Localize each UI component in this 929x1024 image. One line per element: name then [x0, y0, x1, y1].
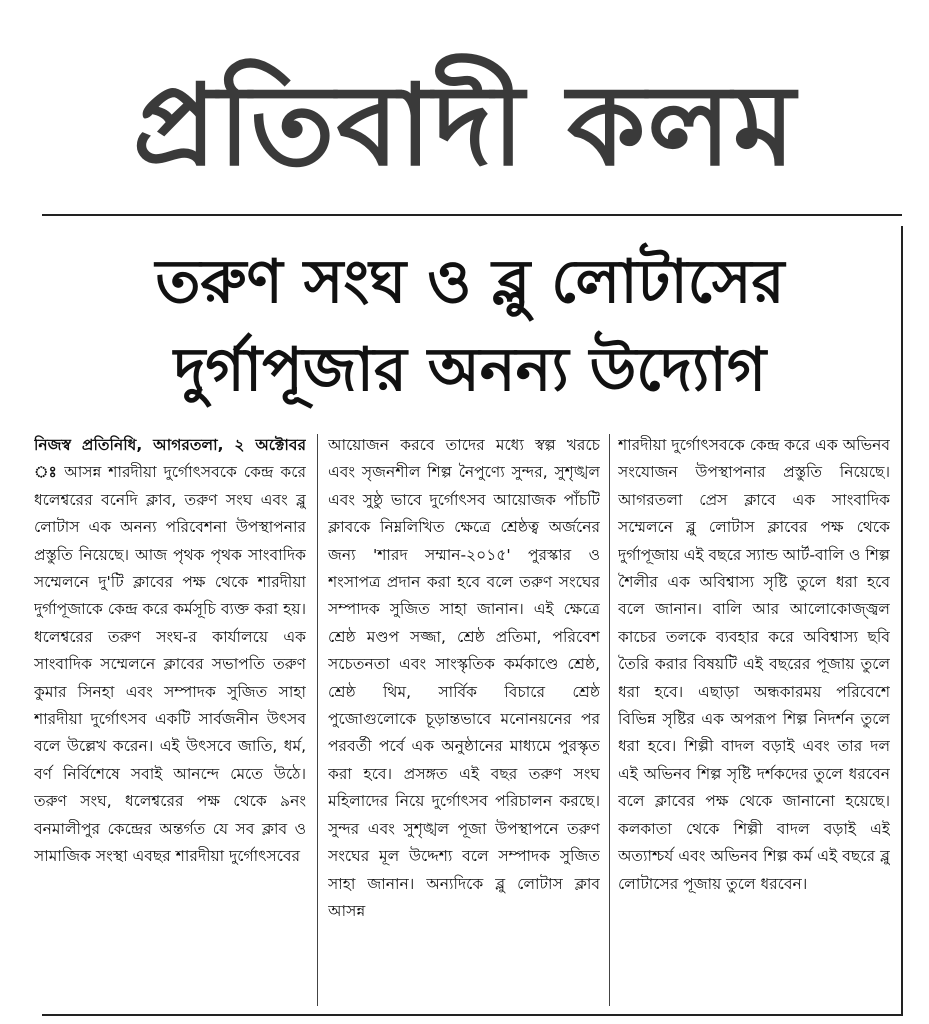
column-3-text: শারদীয়া দুর্গোৎসবকে কেন্দ্র করে এক অভিনব সংযোজন উপস্থাপনার প্রস্তুতি নিয়েছে। আগরতলা প্রেস ক্লাবে এক সাংবাদিক সম্মেলনে ব্লু লোটাস ক্লাবের পক্ষ থেকে দুর্গাপূজায় এই বছরে স্যান্ড আর্ট-বালি ও শিল্প শৈলীর এক অবিশ্বাস্য সৃষ্টি তুলে ধরা হবে বলে জানান। বালি আর আলোকোজ্জ্বল কাচের তলকে ব্যবহার করে অবিশ্বাস্য ছবি তৈরি করার বিষয়টি এই বছরের পূজায় তুলে ধরা হবে। এছাড়া অন্ধকারময় পরিবেশে বিভিন্ন সৃষ্টির এক অপরূপ শিল্প নিদর্শন তুলে ধরা হবে। শিল্পী বাদল বড়াই এবং তার দল এই অভিনব শিল্প সৃষ্টি দর্শকদের তুলে ধরবেন বলে ক্লাবের পক্ষ থেকে জানানো হয়েছে। কলকাতা থেকে শিল্পী বাদল বড়াই এই অত্যাশ্চর্য এবং অভিনব শিল্প কর্ম এই বছরে ব্লু লোটাসের পূজায় তুলে ধরবেন। — [618, 436, 890, 893]
column-divider-2 — [609, 434, 610, 1006]
bottom-divider — [42, 1014, 902, 1016]
column-2-text: আয়োজন করবে তাদের মধ্যে স্বল্প খরচে এবং সৃজনশীল শিল্প নৈপুণ্যে সুন্দর, সুশৃঙ্খল এবং সুষ্ঠু ভাবে দুর্গোৎসব আয়োজক পাঁচটি ক্লাবকে নিম্নলিখিত ক্ষেত্রে শ্রেষ্ঠত্ব অর্জনের জন্য 'শারদ সম্মান-২০১৫' পুরস্কার ও শংসাপত্র প্রদান করা হবে বলে তরুণ সংঘের সম্পাদক সুজিত সাহা জানান। এই ক্ষেত্রে শ্রেষ্ঠ মণ্ডপ সজ্জা, শ্রেষ্ঠ প্রতিমা, পরিবেশ সচেতনতা এবং সাংস্কৃতিক কর্মকাণ্ডে শ্রেষ্ঠ, শ্রেষ্ঠ থিম, সার্বিক বিচারে শ্রেষ্ঠ পুজোগুলোকে চূড়ান্তভাবে মনোনয়নের পর পরবর্তী পর্বে এক অনুষ্ঠানের মাধ্যমে পুরস্কৃত করা হবে। প্রসঙ্গত এই বছর তরুণ সংঘ মহিলাদের নিয়ে দুর্গোৎসব পরিচালন করছে। সুন্দর এবং সুশৃঙ্খল পূজা উপস্থাপনে তরুণ সংঘের মূল উদ্দেশ্য বলে সম্পাদক সুজিত সাহা জানান। অন্যদিকে ব্লু লোটাস ক্লাব আসন্ন — [328, 436, 600, 920]
top-divider — [42, 214, 902, 216]
article-column-2 — [328, 432, 600, 1012]
column-1-text: আসন্ন শারদীয়া দুর্গোৎসবকে কেন্দ্র করে ধলেশ্বরের বনেদি ক্লাব, তরুণ সংঘ এবং ব্লু লোটাস এক অনন্য পরিবেশনা উপস্থাপনার প্রস্তুতি নিয়েছে। আজ পৃথক পৃথক সাংবাদিক সম্মেলনে দু'টি ক্লাবের পক্ষ থেকে শারদীয়া দুর্গাপূজাকে কেন্দ্র করে কর্মসূচি ব্যক্ত করা হয়। ধলেশ্বরের তরুণ সংঘ-র কার্যালয়ে এক সাংবাদিক সম্মেলনে ক্লাবের সভাপতি তরুণ কুমার সিনহা এবং সম্পাদক সুজিত সাহা শারদীয়া দুর্গোৎসব একটি সার্বজনীন উৎসব বলে উল্লেখ করেন। এই উৎসবে জাতি, ধর্ম, বর্ণ নির্বিশেষে সবাই আনন্দে মেতে উঠে। তরুণ সংঘ, ধলেশ্বরের পক্ষ থেকে ৯নং বনমালীপুর কেন্দ্রের অন্তর্গত যে সব ক্লাব ও সামাজিক সংস্থা এবছর শারদীয়া দুর্গোৎসবের — [34, 463, 306, 866]
article-column-3 — [618, 432, 890, 1012]
right-border — [901, 226, 903, 1016]
dateline: নিজস্ব প্রতিনিধি, আগরতলা, ২ অক্টোবর ঃ — [34, 436, 306, 482]
column-divider-1 — [317, 434, 318, 1006]
headline-line-1: তরুণ সংঘ ও ব্লু লোটাসের — [155, 247, 785, 317]
newspaper-masthead — [40, 56, 890, 196]
article-body — [34, 432, 894, 1012]
headline-line-2: দুর্গাপূজার অনন্য উদ্যোগ — [173, 335, 767, 405]
masthead-title: প্রতিবাদী কলম — [132, 61, 798, 191]
article-column-1 — [34, 432, 306, 1012]
article-headline — [50, 238, 890, 414]
